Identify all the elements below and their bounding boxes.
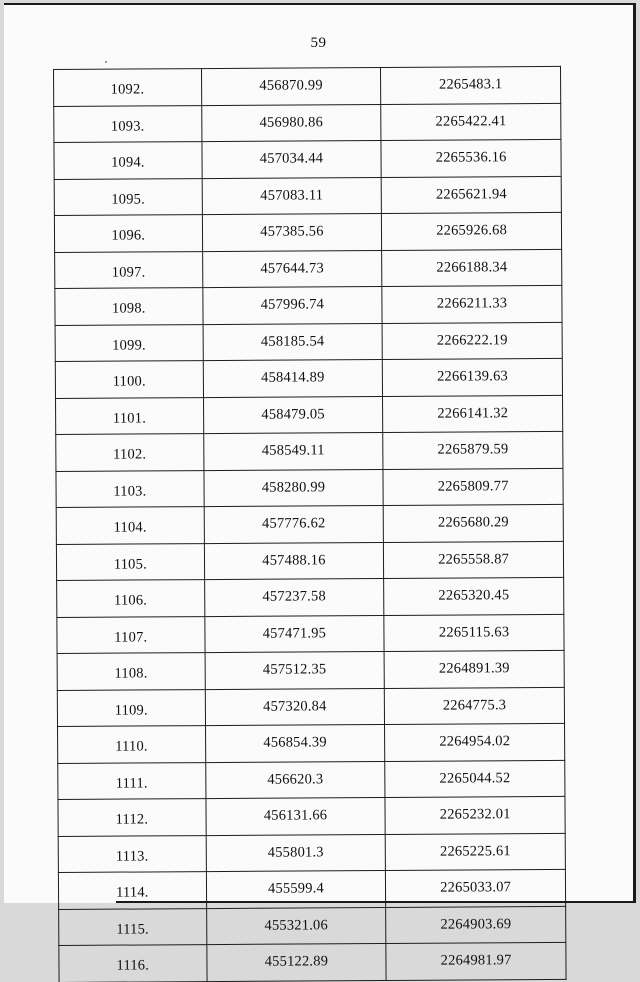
- table-row: [57, 577, 564, 617]
- y-coordinate-cell: 2265225.61: [385, 833, 565, 871]
- x-coordinate-cell: 457083.11: [202, 177, 382, 215]
- scan-speck: [105, 61, 107, 63]
- point-number-cell: 1106.: [57, 580, 205, 617]
- table-row: [58, 869, 565, 909]
- table-row: [58, 723, 565, 763]
- x-coordinate-cell: 458479.05: [203, 396, 383, 434]
- point-number-cell: 1114.: [58, 872, 206, 909]
- y-coordinate-cell: 2265232.01: [385, 796, 565, 834]
- table-row: [54, 139, 561, 179]
- x-coordinate-cell: 455321.06: [206, 907, 386, 945]
- x-coordinate-cell: 457237.58: [204, 578, 384, 616]
- x-coordinate-cell: 456854.39: [205, 724, 385, 762]
- y-coordinate-cell: 2265044.52: [385, 760, 565, 798]
- y-coordinate-cell: 2266222.19: [382, 322, 562, 360]
- coordinates-table: [53, 66, 567, 982]
- y-coordinate-cell: 2264981.97: [386, 942, 566, 980]
- y-coordinate-cell: 2264954.02: [385, 723, 565, 761]
- point-number-cell: 1107.: [57, 616, 205, 653]
- y-coordinate-cell: 2266141.32: [383, 395, 563, 433]
- point-number-cell: 1112.: [58, 799, 206, 836]
- x-coordinate-cell: 458280.99: [204, 469, 384, 507]
- x-coordinate-cell: 456870.99: [201, 67, 381, 105]
- point-number-cell: 1111.: [58, 762, 206, 799]
- document-page: [4, 3, 636, 974]
- y-coordinate-cell: 2265926.68: [382, 212, 562, 250]
- y-coordinate-cell: 2265558.87: [384, 541, 564, 579]
- point-number-cell: 1096.: [54, 215, 202, 252]
- x-coordinate-cell: 457034.44: [202, 140, 382, 178]
- x-coordinate-cell: 457385.56: [202, 213, 382, 251]
- point-number-cell: 1113.: [58, 835, 206, 872]
- page-number: 59: [310, 35, 327, 51]
- point-number-cell: 1098.: [55, 288, 203, 325]
- table-row: [54, 212, 561, 252]
- table-row: [56, 395, 563, 435]
- point-number-cell: 1100.: [55, 361, 203, 398]
- table-row: [59, 942, 566, 982]
- x-coordinate-cell: 456131.66: [206, 797, 386, 835]
- table-row: [56, 504, 563, 544]
- x-coordinate-cell: 455801.3: [206, 834, 386, 872]
- point-number-cell: 1108.: [57, 653, 205, 690]
- point-number-cell: 1105.: [56, 543, 204, 580]
- y-coordinate-cell: 2264891.39: [384, 650, 564, 688]
- table-row: [58, 796, 565, 836]
- point-number-cell: 1099.: [55, 324, 203, 361]
- y-coordinate-cell: 2265621.94: [381, 176, 561, 214]
- y-coordinate-cell: 2265483.1: [381, 66, 561, 104]
- y-coordinate-cell: 2264775.3: [385, 687, 565, 725]
- x-coordinate-cell: 458414.89: [203, 359, 383, 397]
- table-row: [54, 66, 561, 106]
- table-row: [55, 322, 562, 362]
- y-coordinate-cell: 2265320.45: [384, 577, 564, 615]
- y-coordinate-cell: 2265809.77: [383, 468, 563, 506]
- point-number-cell: 1116.: [59, 945, 207, 982]
- table-row: [56, 541, 563, 581]
- y-coordinate-cell: 2266188.34: [382, 249, 562, 287]
- table-row: [57, 650, 564, 690]
- x-coordinate-cell: 457488.16: [204, 542, 384, 580]
- y-coordinate-cell: 2265879.59: [383, 431, 563, 469]
- table-row: [57, 687, 564, 727]
- point-number-cell: 1109.: [57, 689, 205, 726]
- point-number-cell: 1093.: [54, 105, 202, 142]
- point-number-cell: 1115.: [59, 908, 207, 945]
- x-coordinate-cell: 458185.54: [203, 323, 383, 361]
- x-coordinate-cell: 456980.86: [201, 104, 381, 142]
- x-coordinate-cell: 457996.74: [202, 286, 382, 324]
- table-row: [59, 906, 566, 946]
- table-row: [56, 431, 563, 471]
- point-number-cell: 1104.: [56, 507, 204, 544]
- point-number-cell: 1094.: [54, 142, 202, 179]
- table-row: [56, 468, 563, 508]
- y-coordinate-cell: 2265680.29: [383, 504, 563, 542]
- table-row: [58, 833, 565, 873]
- point-number-cell: 1097.: [55, 251, 203, 288]
- x-coordinate-cell: 457644.73: [202, 250, 382, 288]
- x-coordinate-cell: 457320.84: [205, 688, 385, 726]
- y-coordinate-cell: 2266139.63: [383, 358, 563, 396]
- table-row: [55, 285, 562, 325]
- y-coordinate-cell: 2265422.41: [381, 103, 561, 141]
- page-bottom-edge: [116, 901, 633, 903]
- x-coordinate-cell: 457776.62: [204, 505, 384, 543]
- table-row: [55, 249, 562, 289]
- table-row: [55, 358, 562, 398]
- table-row: [57, 614, 564, 654]
- x-coordinate-cell: 457512.35: [205, 651, 385, 689]
- x-coordinate-cell: 455599.4: [206, 870, 386, 908]
- y-coordinate-cell: 2265033.07: [386, 869, 566, 907]
- point-number-cell: 1110.: [58, 726, 206, 763]
- x-coordinate-cell: 457471.95: [204, 615, 384, 653]
- y-coordinate-cell: 2265536.16: [381, 139, 561, 177]
- y-coordinate-cell: 2265115.63: [384, 614, 564, 652]
- point-number-cell: 1102.: [56, 434, 204, 471]
- coordinates-table-body: [54, 66, 567, 982]
- x-coordinate-cell: 456620.3: [205, 761, 385, 799]
- point-number-cell: 1101.: [56, 397, 204, 434]
- point-number-cell: 1092.: [54, 69, 202, 106]
- table-row: [54, 103, 561, 143]
- point-number-cell: 1095.: [54, 178, 202, 215]
- y-coordinate-cell: 2264903.69: [386, 906, 566, 944]
- point-number-cell: 1103.: [56, 470, 204, 507]
- x-coordinate-cell: 455122.89: [206, 943, 386, 981]
- y-coordinate-cell: 2266211.33: [382, 285, 562, 323]
- table-row: [58, 760, 565, 800]
- x-coordinate-cell: 458549.11: [203, 432, 383, 470]
- table-row: [54, 176, 561, 216]
